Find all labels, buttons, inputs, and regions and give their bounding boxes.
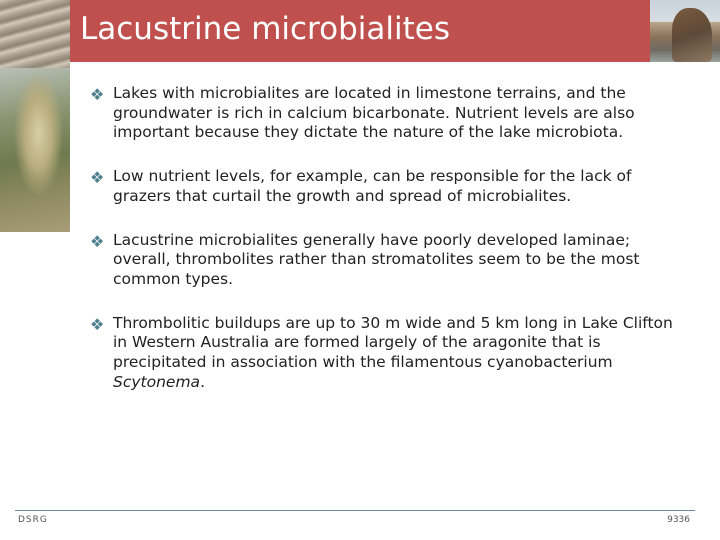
- footer-divider: [15, 510, 695, 511]
- bullet-item: [90, 314, 690, 393]
- slide-title: Lacustrine microbialites: [80, 11, 450, 47]
- bullet-item: [90, 167, 690, 206]
- diamond-bullet-icon: ❖: [90, 168, 105, 188]
- slide-number: 9336: [667, 515, 690, 525]
- lake-landscape-photo: [0, 68, 70, 232]
- bullet-text-end: .: [200, 372, 205, 391]
- microbialite-photo-left: [0, 0, 70, 232]
- bullet-text: [113, 314, 690, 393]
- bullet-list: [90, 84, 690, 416]
- bullet-text-start: Thrombolitic buildups are up to 30 m wide and 5 km long in Lake Clifton in Western Australia are formed largely of the aragonite that is precipitated in association with the filamentous cyanobacterium: [113, 313, 673, 372]
- diamond-bullet-icon: ❖: [90, 314, 105, 334]
- diamond-bullet-icon: ❖: [90, 231, 105, 251]
- bullet-item: [90, 84, 690, 143]
- footer-label: DSRG: [18, 515, 48, 525]
- rock-formation: [672, 8, 712, 62]
- bullet-text: Lacustrine microbialites generally have poorly developed laminae; overall, thrombolites rather than stromatolites seem to be the most common types.: [113, 230, 640, 288]
- bullet-text: Lakes with microbialites are located in limestone terrains, and the groundwater is rich in calcium bicarbonate. Nutrient levels are also important because they dictate the nature of the lake microbiota.: [113, 84, 635, 142]
- bullet-item: [90, 231, 690, 290]
- diamond-bullet-icon: ❖: [90, 85, 105, 104]
- bullet-text: Low nutrient levels, for example, can be responsible for the lack of grazers that curtail the growth and spread of microbialites.: [113, 167, 632, 205]
- title-bar: [70, 0, 650, 62]
- species-name: Scytonema: [113, 372, 201, 391]
- coastal-rock-photo: [650, 0, 720, 62]
